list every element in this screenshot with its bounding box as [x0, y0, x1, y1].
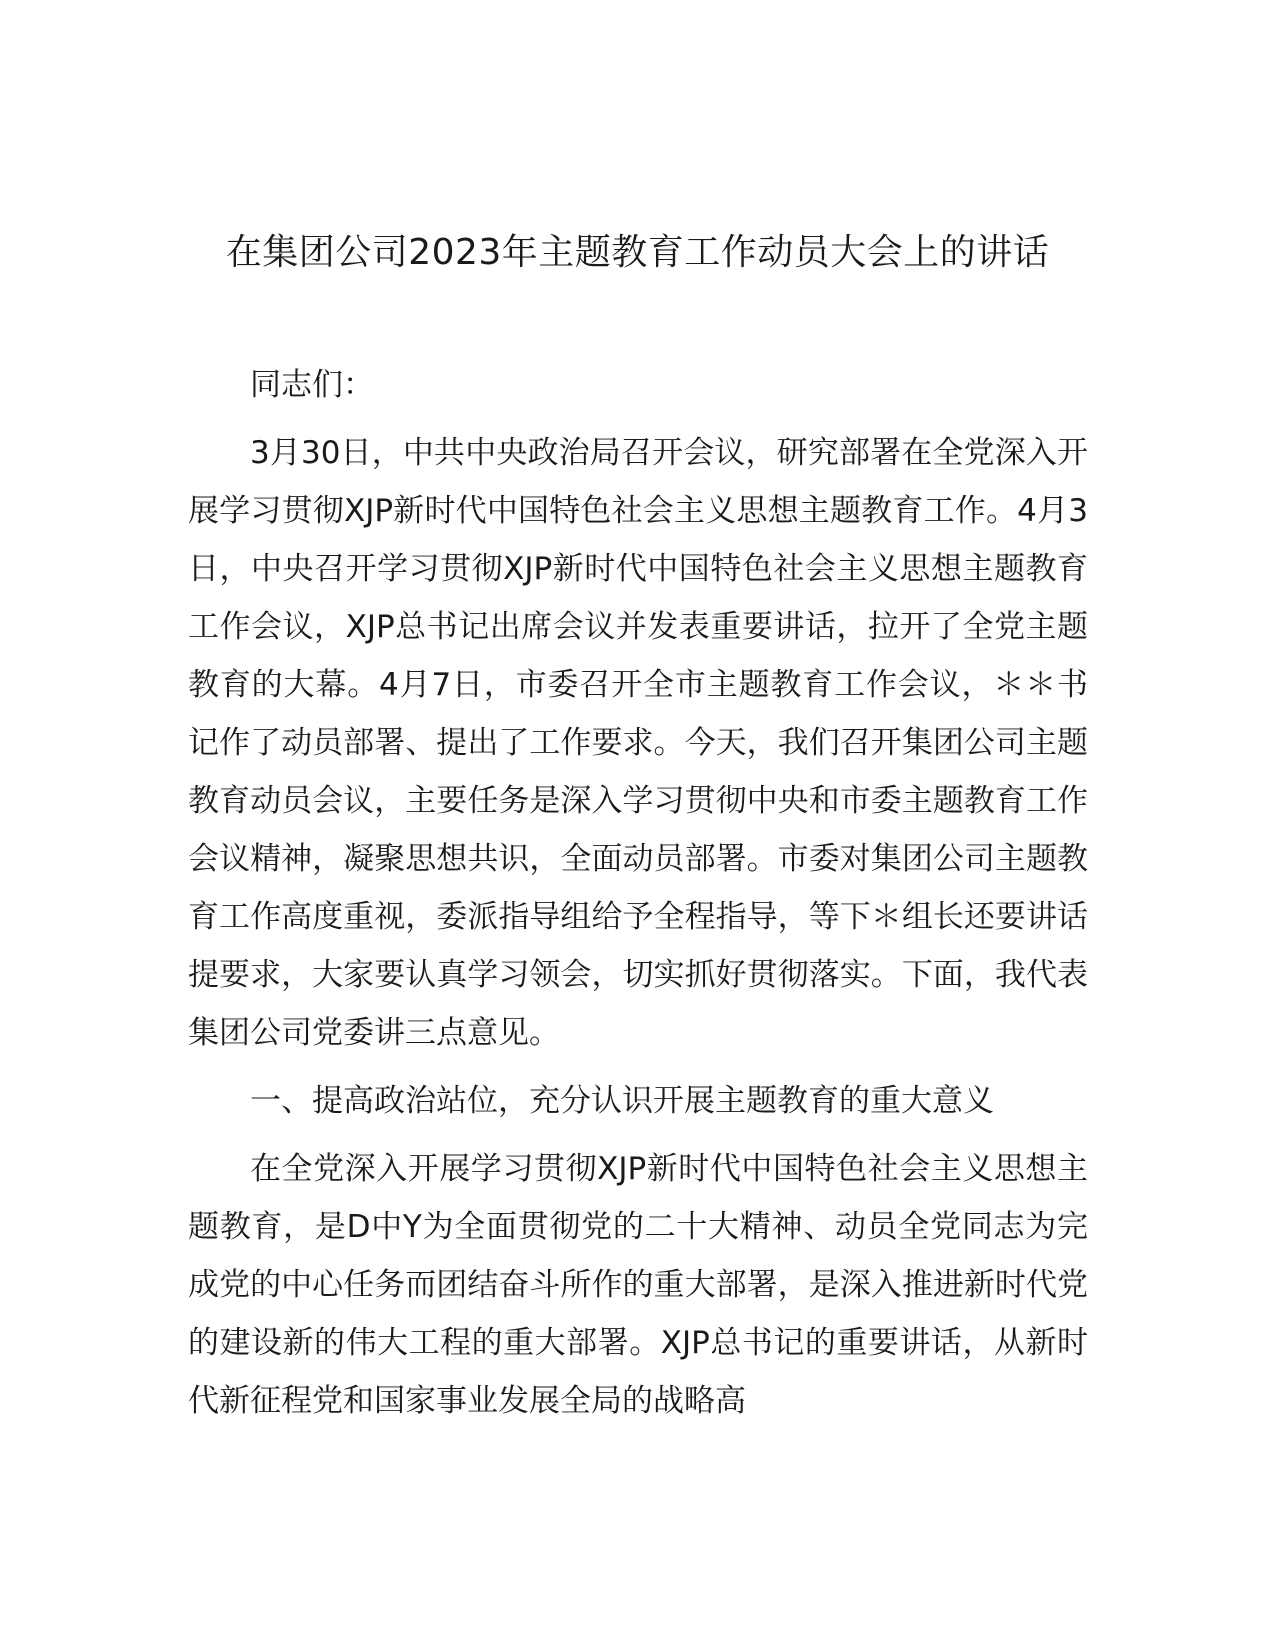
- paragraph-section-1: 在全党深入开展学习贯彻XJP新时代中国特色社会主义思想主题教育，是D中Y为全面贯彻党的二十大精神、动员全党同志为完成党的中心任务而团结奋斗所作的重大部署，是深入推进新时代党的建设新的伟大工程的重大部署。XJP总书记的重要讲话，从新时代新征程党和国家事业发展全局的战略高: [188, 1151, 1088, 1419]
- salutation: 同志们：: [250, 367, 374, 403]
- document-title: 在集团公司2023年主题教育工作动员大会上的讲话: [225, 232, 1050, 273]
- document-body: [188, 356, 1088, 1440]
- section-heading-1: 一、提高政治站位，充分认识开展主题教育的重大意义: [250, 1083, 994, 1119]
- paragraph-intro: 3月30日，中共中央政治局召开会议，研究部署在全党深入开展学习贯彻XJP新时代中国特色社会主义思想主题教育工作。4月3日，中央召开学习贯彻XJP新时代中国特色社会主义思想主题教育工作会议，XJP总书记出席会议并发表重要讲话，拉开了全党主题教育的大幕。4月7日，市委召开全市主题教育工作会议，＊＊书记作了动员部署、提出了工作要求。今天，我们召开集团公司主题教育动员会议，主要任务是深入学习贯彻中央和市委主题教育工作会议精神，凝聚思想共识，全面动员部署。市委对集团公司主题教育工作高度重视，委派指导组给予全程指导，等下＊组长还要讲话提要求，大家要认真学习领会，切实抓好贯彻落实。下面，我代表集团公司党委讲三点意见。: [188, 435, 1088, 1051]
